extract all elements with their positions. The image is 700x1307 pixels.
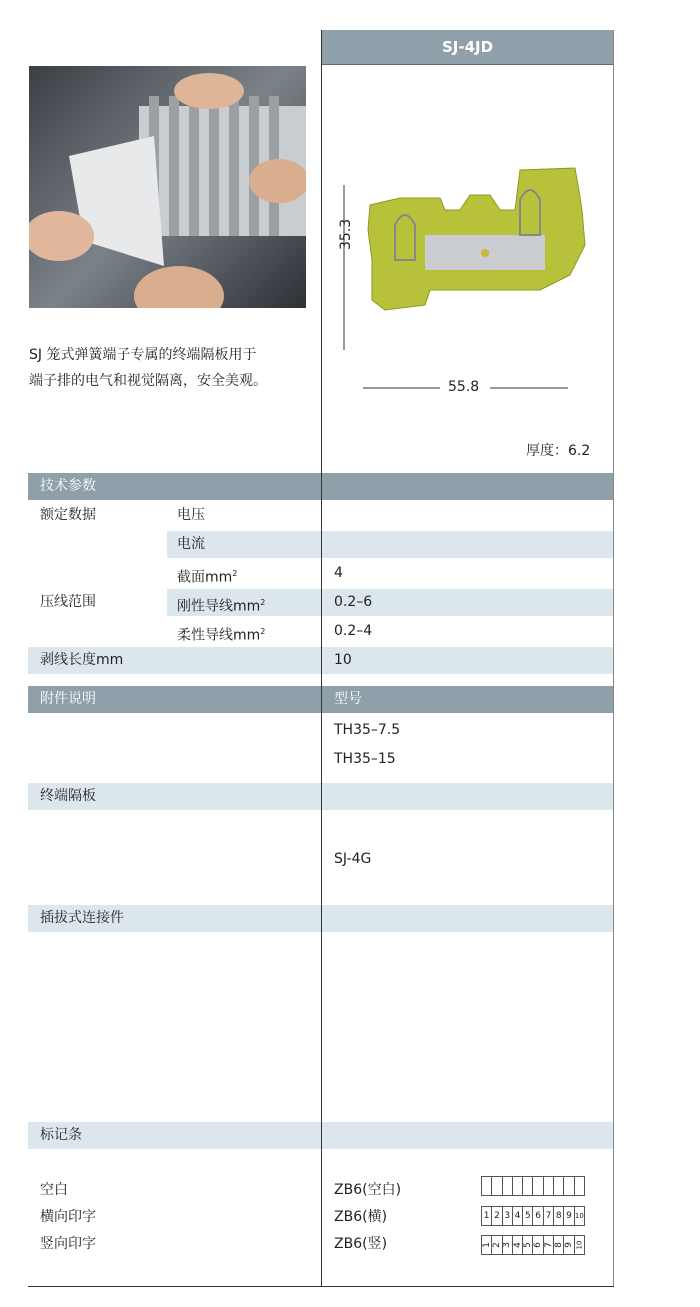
strip-length-value: 10 <box>334 652 352 668</box>
accessories-header-label: 附件说明 <box>40 691 96 707</box>
strip-number: 9 <box>564 1242 575 1248</box>
marker-vertical-model: ZB6(竖) <box>334 1236 388 1252</box>
strip-number: 1 <box>482 1207 492 1225</box>
strip-number: 2 <box>492 1207 502 1225</box>
strip-number: 2 <box>491 1242 502 1248</box>
strip-number: 1 <box>481 1242 492 1248</box>
strip-number: 9 <box>564 1207 574 1225</box>
model-header-label: 型号 <box>334 691 362 707</box>
width-dimension: 55.8 <box>448 379 480 395</box>
strip-number: 5 <box>523 1207 533 1225</box>
strip-number: 3 <box>502 1242 513 1248</box>
strip-number: 8 <box>553 1242 564 1248</box>
strip-number: 6 <box>533 1242 544 1248</box>
description-line: 端子排的电气和视觉隔离，安全美观。 <box>29 373 267 389</box>
height-dimension: 35.3 <box>338 218 354 250</box>
marker-strip-vertical <box>481 1235 585 1255</box>
rigid-label <box>177 589 265 621</box>
sup: 2 <box>260 627 266 636</box>
rigid-text: 刚性导线mm <box>177 598 261 615</box>
rated-label: 额定数据 <box>40 507 96 523</box>
description <box>29 342 319 394</box>
strip-number: 7 <box>543 1242 554 1248</box>
strip-number: 4 <box>513 1207 523 1225</box>
strip-number: 8 <box>554 1207 564 1225</box>
end-plate-label: 终端隔板 <box>40 788 96 804</box>
right-border <box>613 30 614 1287</box>
tech-header-label: 技术参数 <box>40 478 96 494</box>
rail-model: TH35–15 <box>334 751 396 767</box>
crimp-label: 压线范围 <box>40 594 96 610</box>
product-photo <box>29 66 306 308</box>
plug-connector-label: 插拔式连接件 <box>40 910 124 926</box>
section-text: 截面mm <box>177 569 233 586</box>
rail-model: TH35–7.5 <box>334 722 401 738</box>
rigid-value: 0.2–6 <box>334 594 373 610</box>
marker-blank-label: 空白 <box>40 1182 68 1198</box>
sup: 2 <box>260 598 266 607</box>
sup: 2 <box>232 569 238 578</box>
section-label <box>177 560 237 592</box>
description-line: SJ 笼式弹簧端子专属的终端隔板用于 <box>29 347 257 363</box>
voltage-label: 电压 <box>177 507 205 523</box>
flexible-label <box>177 618 265 650</box>
current-label: 电流 <box>177 536 205 552</box>
strip-number: 10 <box>574 1212 584 1220</box>
strip-number: 7 <box>544 1207 554 1225</box>
strip-number: 4 <box>512 1242 523 1248</box>
flexible-value: 0.2–4 <box>334 623 373 639</box>
section-value: 4 <box>334 565 343 581</box>
marker-horizontal-label: 横向印字 <box>40 1209 96 1225</box>
thickness: 厚度：6.2 <box>526 443 591 459</box>
strip-number: 6 <box>533 1207 543 1225</box>
photo-illustration <box>29 66 306 308</box>
flexible-text: 柔性导线mm <box>177 627 261 644</box>
strip-number: 3 <box>503 1207 513 1225</box>
marker-blank-model: ZB6(空白) <box>334 1182 402 1198</box>
strip-number: 10 <box>575 1240 584 1250</box>
marker-horizontal-model: ZB6(横) <box>334 1209 388 1225</box>
terminal-block-drawing <box>330 150 600 400</box>
marker-label: 标记条 <box>40 1127 82 1143</box>
row-bg <box>167 531 614 558</box>
bottom-rule <box>28 1286 614 1287</box>
strip-length-label: 剥线长度mm <box>40 652 124 668</box>
end-plate-model: SJ-4G <box>334 851 372 867</box>
column-divider <box>321 30 322 1287</box>
model-title: SJ-4JD <box>321 30 614 65</box>
marker-strip-horizontal <box>481 1206 585 1226</box>
strip-number: 5 <box>522 1242 533 1248</box>
marker-strip-blank <box>481 1176 585 1196</box>
marker-vertical-label: 竖向印字 <box>40 1236 96 1252</box>
